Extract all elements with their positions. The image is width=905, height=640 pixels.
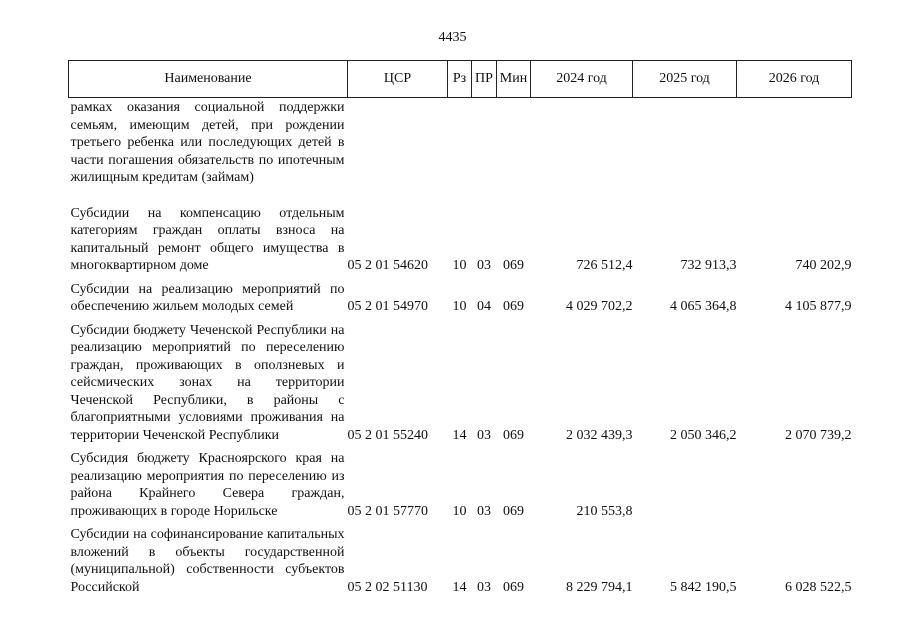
- page-number: 4435: [438, 30, 467, 45]
- row-2024: 726 512,4: [576, 258, 633, 273]
- row-csr: 05 2 01 54970: [347, 299, 428, 314]
- table-row: [69, 448, 852, 524]
- row-2024: 4 029 702,2: [566, 299, 633, 314]
- table-row: [69, 320, 852, 449]
- table-header-row: [69, 61, 852, 98]
- header-min: Мин: [497, 61, 531, 98]
- header-name: Наименование: [69, 61, 348, 98]
- row-2025: 4 065 364,8: [670, 299, 737, 314]
- row-pr: 03: [477, 258, 491, 273]
- row-csr: 05 2 01 57770: [347, 503, 428, 519]
- row-name: рамках оказания социальной поддержки семьям, имеющим детей, при рождении третьего ребенка или последующих детей в части погашения обязательств по ипотечным жилищным кредитам (займам): [70, 100, 345, 185]
- row-2026: [737, 98, 852, 191]
- row-2025: [633, 448, 737, 524]
- header-pr: ПР: [472, 61, 497, 98]
- header-2024: 2024 год: [531, 61, 633, 98]
- table-row: [69, 98, 852, 191]
- row-name: Субсидия бюджету Красноярского края на реализацию мероприятия по переселению из района Крайнего Севера граждан, проживающих в городе Норильске: [70, 451, 345, 519]
- header-csr: ЦСР: [348, 61, 448, 98]
- row-rz: 10: [452, 299, 467, 314]
- row-rz: [448, 98, 472, 191]
- table-row: [69, 524, 852, 596]
- row-rz: 10: [452, 503, 467, 519]
- row-2025: 2 050 346,2: [670, 427, 737, 443]
- row-rz: 14: [452, 579, 467, 595]
- row-2026: 740 202,9: [795, 258, 852, 273]
- row-min: 069: [503, 579, 524, 595]
- header-rz: Рз: [448, 61, 472, 98]
- row-2026: [737, 448, 852, 524]
- row-csr: 05 2 01 54620: [347, 258, 428, 273]
- row-2025: 5 842 190,5: [670, 579, 737, 595]
- row-pr: 03: [477, 579, 491, 595]
- row-min: 069: [503, 427, 524, 443]
- row-2025: 732 913,3: [680, 258, 737, 273]
- row-min: 069: [503, 503, 524, 519]
- header-2025: 2025 год: [633, 61, 737, 98]
- table-row: [69, 279, 852, 320]
- budget-table: [68, 60, 852, 596]
- row-min: 069: [503, 258, 524, 273]
- row-min: 069: [503, 299, 524, 314]
- row-2026: 6 028 522,5: [785, 579, 852, 595]
- row-2024: 8 229 794,1: [566, 579, 633, 595]
- row-2026: 2 070 739,2: [785, 427, 852, 443]
- row-name: Субсидии на софинансирование капитальных вложений в объекты государственной (муниципальной) собственности субъектов Российской: [70, 527, 345, 595]
- row-2024: [531, 98, 633, 191]
- row-name: Субсидии на реализацию мероприятий по обеспечению жильем молодых семей: [70, 281, 345, 314]
- row-2024: 2 032 439,3: [566, 427, 633, 443]
- row-2025: [633, 98, 737, 191]
- row-pr: 03: [477, 427, 491, 443]
- row-csr: 05 2 02 51130: [347, 579, 428, 595]
- row-rz: 10: [452, 258, 467, 273]
- row-csr: [348, 98, 448, 191]
- row-csr: 05 2 01 55240: [347, 427, 428, 443]
- row-pr: 03: [477, 503, 491, 519]
- row-2024: 210 553,8: [576, 503, 633, 519]
- row-name: Субсидии бюджету Чеченской Республики на реализацию мероприятий по переселению граждан, проживающих в оползневых и сейсмических зонах на территории Чеченской Республики, в районы с благоприятными условиями проживания на территории Чеченской Республики: [70, 322, 345, 443]
- row-pr: 04: [477, 299, 491, 314]
- row-name: Субсидии на компенсацию отдельным категориям граждан оплаты взноса на капитальный ремонт общего имущества в многоквартирном доме: [70, 205, 345, 273]
- table-row: [69, 191, 852, 279]
- row-2026: 4 105 877,9: [785, 299, 852, 314]
- header-2026: 2026 год: [737, 61, 852, 98]
- row-min: [497, 98, 531, 191]
- row-pr: [472, 98, 497, 191]
- row-rz: 14: [452, 427, 467, 443]
